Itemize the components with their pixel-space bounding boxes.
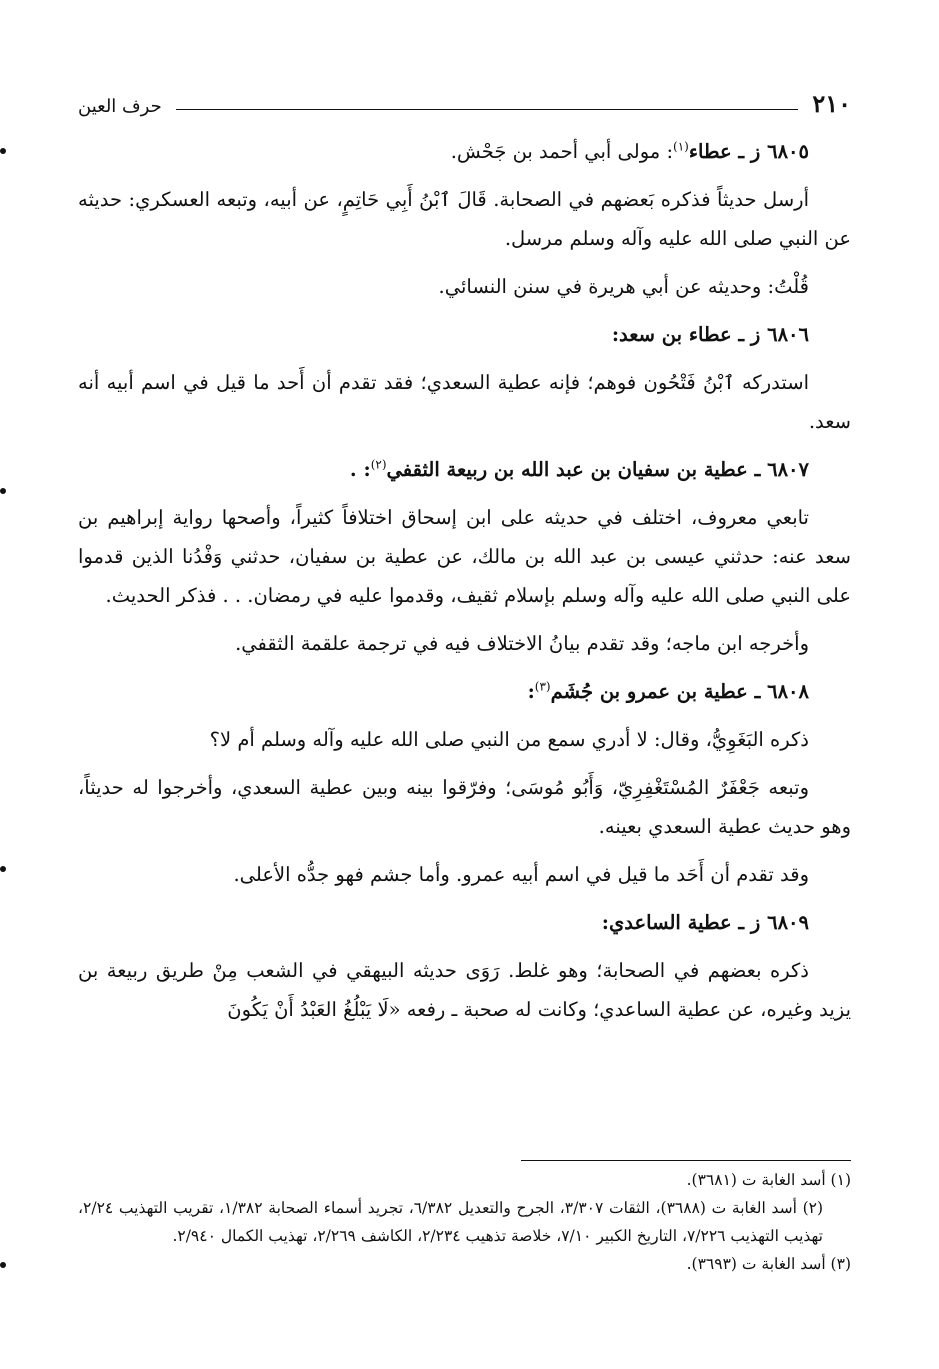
entry-heading: ٦٨٠٨ ـ عطية بن عمرو بن جُشَم$^{(٣)}$:: [527, 679, 809, 703]
footnote-ref[interactable]: (٢): [370, 457, 387, 472]
paragraph: ذكره بعضهم في الصحابة؛ وهو غلط. رَوَى حديثه البيهقي في الشعب مِنْ طريق ربيعة بن يزيد وغيره، عن عطية الساعدي؛ وكانت له صحبة ـ رفعه «لَا يَبْلُغُ العَبْدُ أَنْ يَكُونَ: [78, 959, 851, 1021]
footnote-rule: [521, 1160, 851, 1161]
footnote-ref[interactable]: (٣): [534, 679, 551, 694]
footnotes: [78, 1166, 851, 1278]
page-number: ٢١٠: [812, 89, 851, 118]
entry-heading: ٦٨٠٩ ز ـ عطية الساعدي:: [601, 911, 809, 934]
scan-mark: [0, 866, 6, 872]
running-title: حرف العين: [78, 96, 162, 117]
paragraph: وتبعه جَعْفَرٌ المُسْتَغْفِرِيّ، وَأَبُو مُوسَى؛ وفرّقوا بينه وبين عطية السعدي، وأخرجوا له حديثاً، وهو حديث عطية السعدي بعينه.: [78, 776, 851, 838]
page-header: [78, 82, 851, 116]
entry-heading: ٦٨٠٦ ز ـ عطاء بن سعد:: [611, 323, 809, 346]
paragraph: ذكره البَغَوِيُّ، وقال: لا أدري سمع من النبي صلى الله عليه وآله وسلم أم لا؟: [209, 728, 809, 751]
scan-mark: [0, 1262, 6, 1268]
footnote-ref[interactable]: (١): [673, 139, 689, 154]
scan-mark: [0, 148, 6, 154]
footnote: (٢) أسد الغابة ت (٣٦٨٨)، الثقات ٣/٣٠٧، الجرح والتعديل ٦/٣٨٢، تجريد أسماء الصحابة ١/٣٨٢، تقريب التهذيب ٢/٢٤، تهذيب التهذيب ٧/٢٢٦، التاريخ الكبير ٧/١٠، خلاصة تذهيب ٢/٢٣٤، الكاشف ٢/٢٦٩، تهذيب الكمال ٢/٩٤٠.: [78, 1199, 824, 1245]
paragraph: قُلْتُ: وحديثه عن أبي هريرة في سنن النسائي.: [438, 275, 809, 298]
entry-heading: ٦٨٠٧ ـ عطية بن سفيان بن عبد الله بن ربيعة الثقفي$^{(٢)}$: .: [349, 457, 809, 481]
paragraph: تابعي معروف، اختلف في حديثه على ابن إسحاق اختلافاً كثيراً، وأصحها رواية إبراهيم بن سعد عنه: حدثني عيسى بن عبد الله بن مالك، عن عطية بن سفيان، حدثني وَفْدُنا الذين قدموا على النبي صلى الله عليه وآله وسلم بإسلام ثقيف، وقدموا عليه في رمضان. . . فذكر الحديث.: [78, 506, 851, 607]
entry-heading: ٦٨٠٥ ز ـ عطاء$^{(١)}$: مولى أبي أحمد بن جَحْش.: [450, 139, 809, 163]
footnote: (٣) أسد الغابة ت (٣٦٩٣).: [686, 1255, 851, 1273]
header-rule: [176, 109, 799, 110]
paragraph: وقد تقدم أن أَحَد ما قيل في اسم أبيه عمرو. وأما جشم فهو جدُّه الأعلى.: [233, 863, 809, 886]
paragraph: وأخرجه ابن ماجه؛ وقد تقدم بيانُ الاختلاف فيه في ترجمة علقمة الثقفي.: [235, 632, 809, 655]
scan-mark: [0, 488, 6, 494]
footnote: (١) أسد الغابة ت (٣٦٨١).: [686, 1171, 851, 1189]
paragraph: استدركه ٱبْنُ فَتْحُون فوهم؛ فإنه عطية السعدي؛ فقد تقدم أن أَحد ما قيل في اسم أبيه أنه سعد.: [78, 371, 851, 433]
paragraph: أرسل حديثاً فذكره بَعضهم في الصحابة. قَالَ ٱبْنُ أَبِي حَاتِمٍ، عن أبيه، وتبعه العسكري: حديثه عن النبي صلى الله عليه وآله وسلم مرسل.: [78, 188, 851, 250]
main-text: [78, 132, 851, 1038]
